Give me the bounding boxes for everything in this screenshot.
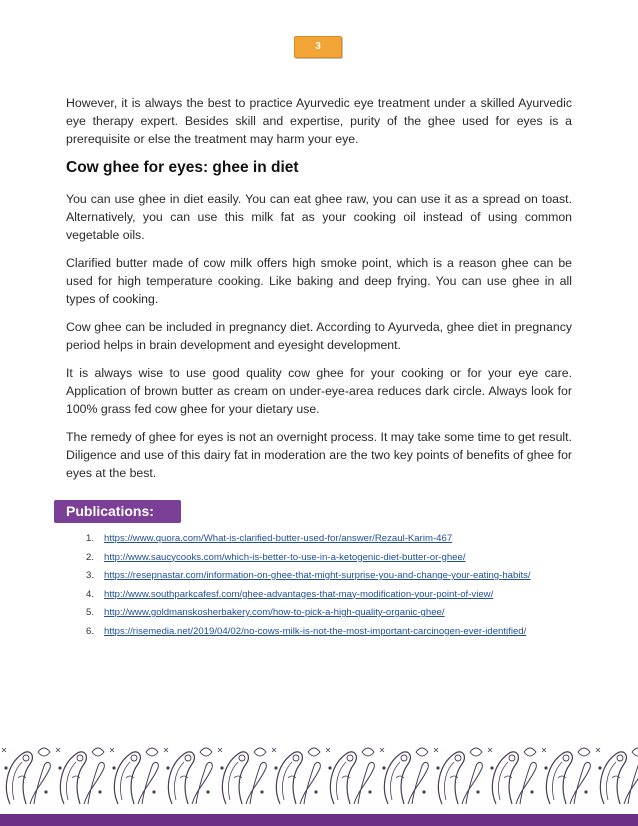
publication-link[interactable]: https://www.quora.com/What-is-clarified-butter-used-for/answer/Rezaul-Karim-467 xyxy=(104,533,453,544)
publication-number: 1. xyxy=(86,533,95,544)
paragraph-1: You can use ghee in diet easily. You can eat ghee raw, you can use it as a spread on toast. Alternatively, you can use this milk fat as your cooking oil instead of using common vegetable oils. xyxy=(66,192,572,242)
paragraph-4: It is always wise to use good quality cow ghee for your cooking or for your eye care. Application of brown butter as cream on under-eye-area reduces dark circle. Always look for 100% grass fed cow ghee for your dietary use. xyxy=(66,366,572,416)
intro-paragraph: However, it is always the best to practice Ayurvedic eye treatment under a skilled Ayurvedic eye therapy expert. Besides skill and expertise, purity of the ghee used for eyes is a prerequisite or else the treatment may harm your eye. xyxy=(66,96,572,146)
publication-number: 6. xyxy=(86,625,95,637)
publication-item xyxy=(86,604,556,622)
publication-number: 2. xyxy=(86,551,95,563)
article-body xyxy=(66,94,572,492)
page-number-badge: 3 xyxy=(294,36,342,58)
publication-link[interactable]: http://www.goldmanskosherbakery.com/how-to-pick-a-high-quality-organic-ghee/ xyxy=(104,607,445,618)
paragraph-3: Cow ghee can be included in pregnancy diet. According to Ayurveda, ghee diet in pregnancy period helps in brain development and eyesight development. xyxy=(66,320,572,352)
publication-number: 5. xyxy=(86,607,95,618)
paragraph-2: Clarified butter made of cow milk offers high smoke point, which is a reason ghee can be used for high temperature cooking. Like baking and deep frying. You can use ghee in all types of cooking. xyxy=(66,256,572,306)
section-heading: Cow ghee for eyes: ghee in diet xyxy=(66,159,299,176)
publication-item xyxy=(86,530,556,548)
publication-link[interactable]: https://resepnastar.com/information-on-ghee-that-might-surprise-you-and-change-your-eating-habits/ xyxy=(104,570,531,581)
publication-number: 3. xyxy=(86,570,95,581)
publication-item xyxy=(86,623,556,641)
publication-item xyxy=(86,567,556,585)
publication-item xyxy=(86,549,556,567)
publication-link[interactable]: http://www.saucycooks.com/which-is-better-to-use-in-a-ketogenic-diet-butter-or-ghee/ xyxy=(104,551,466,563)
publication-link[interactable]: https://risemedia.net/2019/04/02/no-cows-milk-is-not-the-most-important-carcinogen-ever-identified/ xyxy=(104,625,527,637)
publication-number: 4. xyxy=(86,588,95,600)
publication-link[interactable]: http://www.southparkcafesf.com/ghee-advantages-that-may-modification-your-point-of-view/ xyxy=(104,588,494,600)
decorative-paisley-footer xyxy=(0,738,638,826)
publication-item xyxy=(86,586,556,604)
paragraph-5: The remedy of ghee for eyes is not an overnight process. It may take some time to get result. Diligence and use of this dairy fat in moderation are the two key points of benefits of ghee for eyes at the best. xyxy=(66,430,572,480)
publications-list xyxy=(86,530,556,641)
publications-heading: Publications: xyxy=(54,500,181,523)
